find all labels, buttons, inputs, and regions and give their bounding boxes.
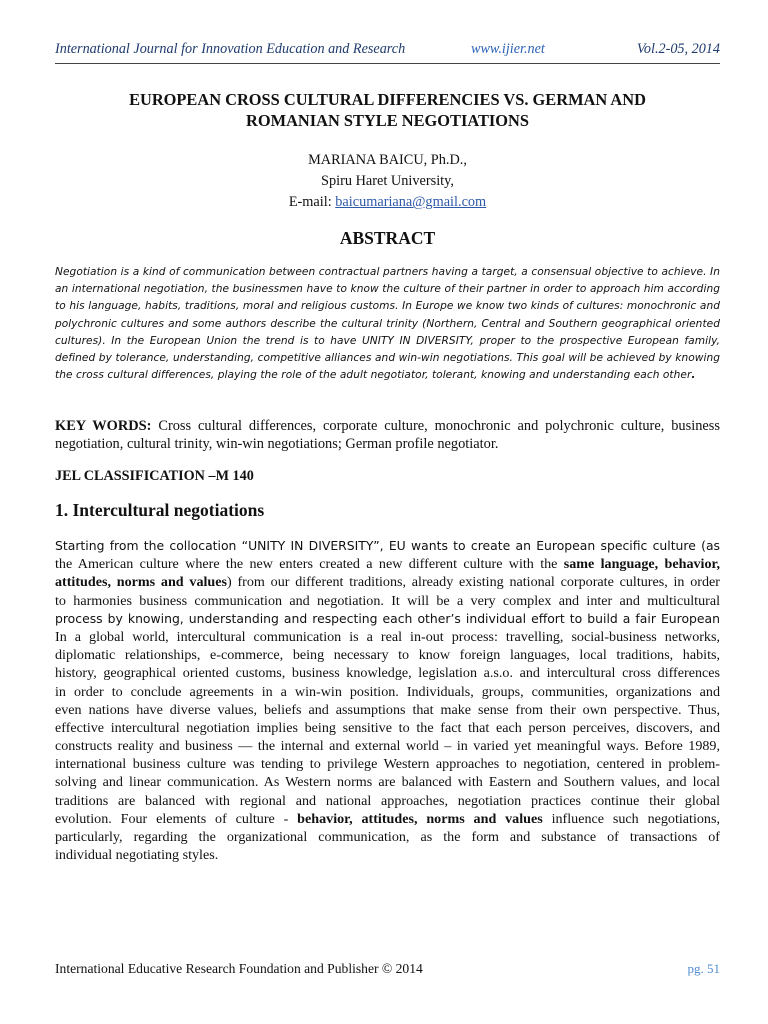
email-label: E-mail:: [288, 194, 336, 210]
body-text-run: effective intercultural negotiation implies being sensitive to the fact that each person perceives, discovers, and: [55, 719, 720, 736]
body-text-run: In a global world, intercultural communication is a real in-out process: travelling, social-business networks,: [55, 628, 720, 645]
body-text-run: in order to conclude agreements in a win-win position. Individuals, groups, communities, organizations and: [55, 683, 720, 700]
body-text-run: ) from our different traditions, already existing national corporate cultures, in order: [227, 574, 720, 591]
body-line: [55, 646, 720, 664]
body-line: [55, 573, 720, 591]
keywords-label: KEY WORDS:: [55, 418, 152, 434]
author-affiliation: Spiru Haret University,: [321, 173, 454, 189]
publisher-notice: International Educative Research Foundation and Publisher © 2014: [55, 961, 423, 976]
body-line: [55, 810, 720, 828]
body-line: [55, 664, 720, 682]
body-line: [55, 828, 720, 846]
abstract-heading: ABSTRACT: [339, 228, 436, 248]
body-line: [55, 610, 720, 628]
abstract-period: .: [691, 369, 696, 382]
email-link[interactable]: baicumariana@gmail.com: [335, 194, 487, 210]
body-line: [55, 537, 720, 555]
body-line: [55, 719, 720, 737]
body-text-run: solving and linear communication. As Western norms are balanced with Eastern and Southern values, and local: [55, 774, 720, 791]
section-body: [55, 537, 720, 864]
body-text-run: Starting from the collocation “UNITY IN DIVERSITY”, EU wants to create an European specific culture (as: [55, 538, 720, 553]
volume-info: Vol.2-05, 2014: [636, 41, 720, 57]
abstract-body: Negotiation is a kind of communication between contractual partners having a target, a consensual objective to achieve. In an international negotiation, the businessmen have to know the culture of their partner in order to approach him according to his language, habits, traditions, moral and religious customs. In Europe we know two kinds of cultures: monochronic and polychronic cultures and some authors describe the cultural trinity (Northern, Central and Southern geographical oriented cultures). In the European Union the trend is to have UNITY IN DIVERSITY, proper to the prospective European family, defined by tolerance, understanding, competitive alliances and win-win negotiations. This goal will be achieved by knowing the cross cultural differences, playing the role of the adult negotiator, tolerant, knowing and understanding each other: [55, 266, 720, 382]
body-line: [55, 755, 720, 773]
abstract-text: [55, 264, 720, 384]
body-line: [55, 846, 720, 864]
title-line-2: ROMANIAN STYLE NEGOTIATIONS: [246, 111, 529, 130]
journal-name: International Journal for Innovation Education and Research: [55, 41, 406, 57]
journal-url[interactable]: www.ijier.net: [471, 41, 545, 57]
keywords: [55, 418, 720, 453]
body-line: [55, 628, 720, 646]
author-name: MARIANA BAICU, Ph.D.,: [308, 152, 467, 168]
author-block: [55, 150, 720, 213]
body-line: [55, 737, 720, 755]
keywords-text: Cross cultural differences, corporate culture, monochronic and polychronic culture, business negotiation, cultural trinity, win-win negotiations; German profile negotiator.: [55, 418, 720, 452]
body-text-run: history, geographical oriented customs, business knowledge, legislation a.s.o. and intercultural cross differences: [55, 665, 720, 682]
bold-phrase: same language, behavior,: [563, 556, 720, 573]
author-email-line: [55, 192, 720, 213]
bold-phrase: behavior, attitudes, norms and values: [297, 810, 543, 827]
body-text-run: process by knowing, understanding and respecting each other’s individual effort to build a fair European: [55, 610, 720, 626]
body-text-run: international business culture was tending to privilege Western approaches to negotiation, centered in problem-: [55, 756, 720, 773]
body-text-run: even nations have diverse values, beliefs and assumptions that make sense from their own perspective. Thus,: [55, 701, 720, 718]
running-header: [55, 41, 720, 64]
body-text-run: particularly, regarding the organizational communication, as the form and substance of transactions of: [55, 829, 720, 845]
page-number: pg. 51: [687, 961, 720, 976]
body-line: [55, 701, 720, 719]
bold-phrase: attitudes, norms and values: [55, 574, 227, 591]
body-text-run: diplomatic relationships, e-commerce, being necessary to know foreign languages, local traditions, habits,: [55, 647, 720, 664]
jel-classification: JEL CLASSIFICATION –M 140: [55, 468, 254, 484]
body-text-run: individual negotiating styles.: [55, 847, 219, 864]
body-text-run: the American culture where the new enters created a new different culture with the: [55, 556, 564, 573]
body-text-run: to harmonies business communication and negotiation. It will be a very complex and inter and multicultural: [55, 592, 720, 609]
body-text-run: evolution. Four elements of culture -: [55, 810, 298, 827]
body-line: [55, 683, 720, 701]
body-line: [55, 792, 720, 810]
body-line: [55, 555, 720, 573]
paper-title: [55, 89, 720, 131]
body-line: [55, 592, 720, 610]
body-text-run: influence such negotiations,: [542, 810, 720, 827]
body-text-run: traditions are balanced with regional and national approaches, negotiation practices continue their global: [55, 792, 720, 809]
body-text-run: constructs reality and business — the internal and external world – in varied yet meaningful ways. Before 1989,: [55, 738, 720, 755]
body-line: [55, 773, 720, 791]
section-heading: 1. Intercultural negotiations: [55, 500, 265, 520]
title-line-1: EUROPEAN CROSS CULTURAL DIFFERENCIES VS. GERMAN AND: [129, 90, 646, 109]
